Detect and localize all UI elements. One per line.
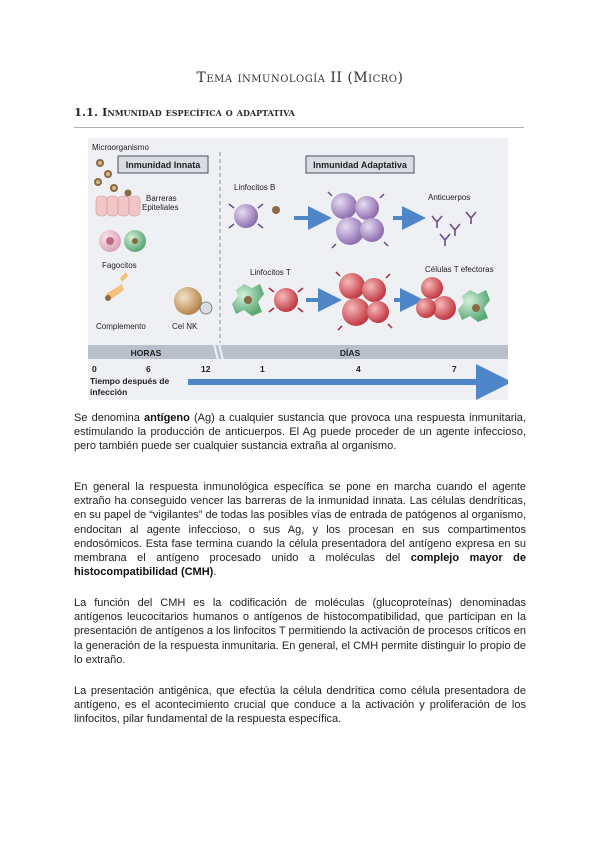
horas-label: HORAS (130, 348, 162, 358)
term-antigeno: antígeno (144, 412, 190, 424)
tick-label: 1 (260, 364, 265, 374)
timeline-caption: Tiempo después de (90, 376, 170, 386)
tick-label: 12 (201, 364, 211, 374)
complemento-label: Complemento (96, 322, 146, 331)
svg-text:Inmunidad Adaptativa: Inmunidad Adaptativa (313, 160, 407, 170)
p2-text: En general la respuesta inmunológica específica se pone en marcha cuando el agente extraño ha conseguido vencer las barreras de la inmunidad innata. Las células dendríticas, en su papel de “vigilantes” de todas las posibles vías de entrada de patógenos al organismo, endocitan al agente infeccioso, o sus Ag, y los procesan en sus compartimentos endosómicos. Esta fase termina cuando la célula presentadora del antígeno expresa en su membrana el antígeno procesado unido a moléculas del (74, 481, 526, 565)
p2-text-rest: . (213, 566, 217, 579)
timeline-caption-2: infección (90, 387, 128, 397)
svg-text:Inmunidad Innata: Inmunidad Innata (125, 160, 201, 170)
tick-label: 4 (356, 364, 361, 374)
section-heading: 1.1. Inmunidad específica o adaptativa (74, 105, 295, 119)
tick-label: 6 (146, 364, 151, 374)
microorganism-label: Microorganismo (92, 143, 149, 152)
dias-label: DÍAS (339, 348, 361, 358)
term-cmh: complejo mayor de histocompatibilidad (CMH) (74, 552, 526, 579)
cel-nk-label: Cel NK (172, 322, 198, 331)
p1-text: Se denomina (74, 412, 145, 424)
innate-immunity-box (118, 156, 208, 173)
section-divider (74, 127, 524, 128)
paragraph-antigeno (74, 411, 526, 454)
adaptive-immunity-box (306, 156, 414, 173)
paragraph-respuesta (74, 480, 526, 579)
page-title: Tema inmunología II (Micro) (196, 70, 404, 86)
anticuerpos-label: Anticuerpos (428, 193, 471, 202)
linfocitos-t-label: Linfocitos T (250, 268, 291, 277)
tick-label: 0 (92, 364, 97, 374)
paragraph-cmh: La función del CMH es la codificación de moléculas (glucoproteínas) denominadas antígenos leucocitarios humanos o antígenos de histocompatibilidad, que participan en la presentación de antígenos a los linfocitos T permitiendo la activación de procesos críticos en la generación de la respuesta inmunitaria. En general, el CMH permite distinguir lo propio de lo extraño. (74, 597, 526, 666)
p1-text-rest: (Ag) a cualquier sustancia que provoca una respuesta inmunitaria, estimulando la producción de anticuerpos. El Ag puede proceder de un agente infeccioso, pero también puede ser cualquier sustancia extraña al organismo. (74, 412, 526, 453)
tick-label: 7 (452, 364, 457, 374)
linfocitos-b-label: Linfocitos B (234, 183, 276, 192)
fagocitos-label: Fagocitos (102, 261, 137, 270)
epiteliales-label: Epiteliales (142, 203, 179, 212)
paragraph-presentacion: La presentación antigénica, que efectúa la célula dendrítica como célula presentadora de antígeno, es el acontecimiento crucial que conduce a la activación y proliferación de los linfocitos, pilar fundamental de la respuesta específica. (74, 685, 526, 726)
immune-response-figure (88, 138, 508, 400)
barreras-label: Barreras (146, 194, 177, 203)
celulas-t-efectoras-label: Células T efectoras (425, 265, 494, 274)
